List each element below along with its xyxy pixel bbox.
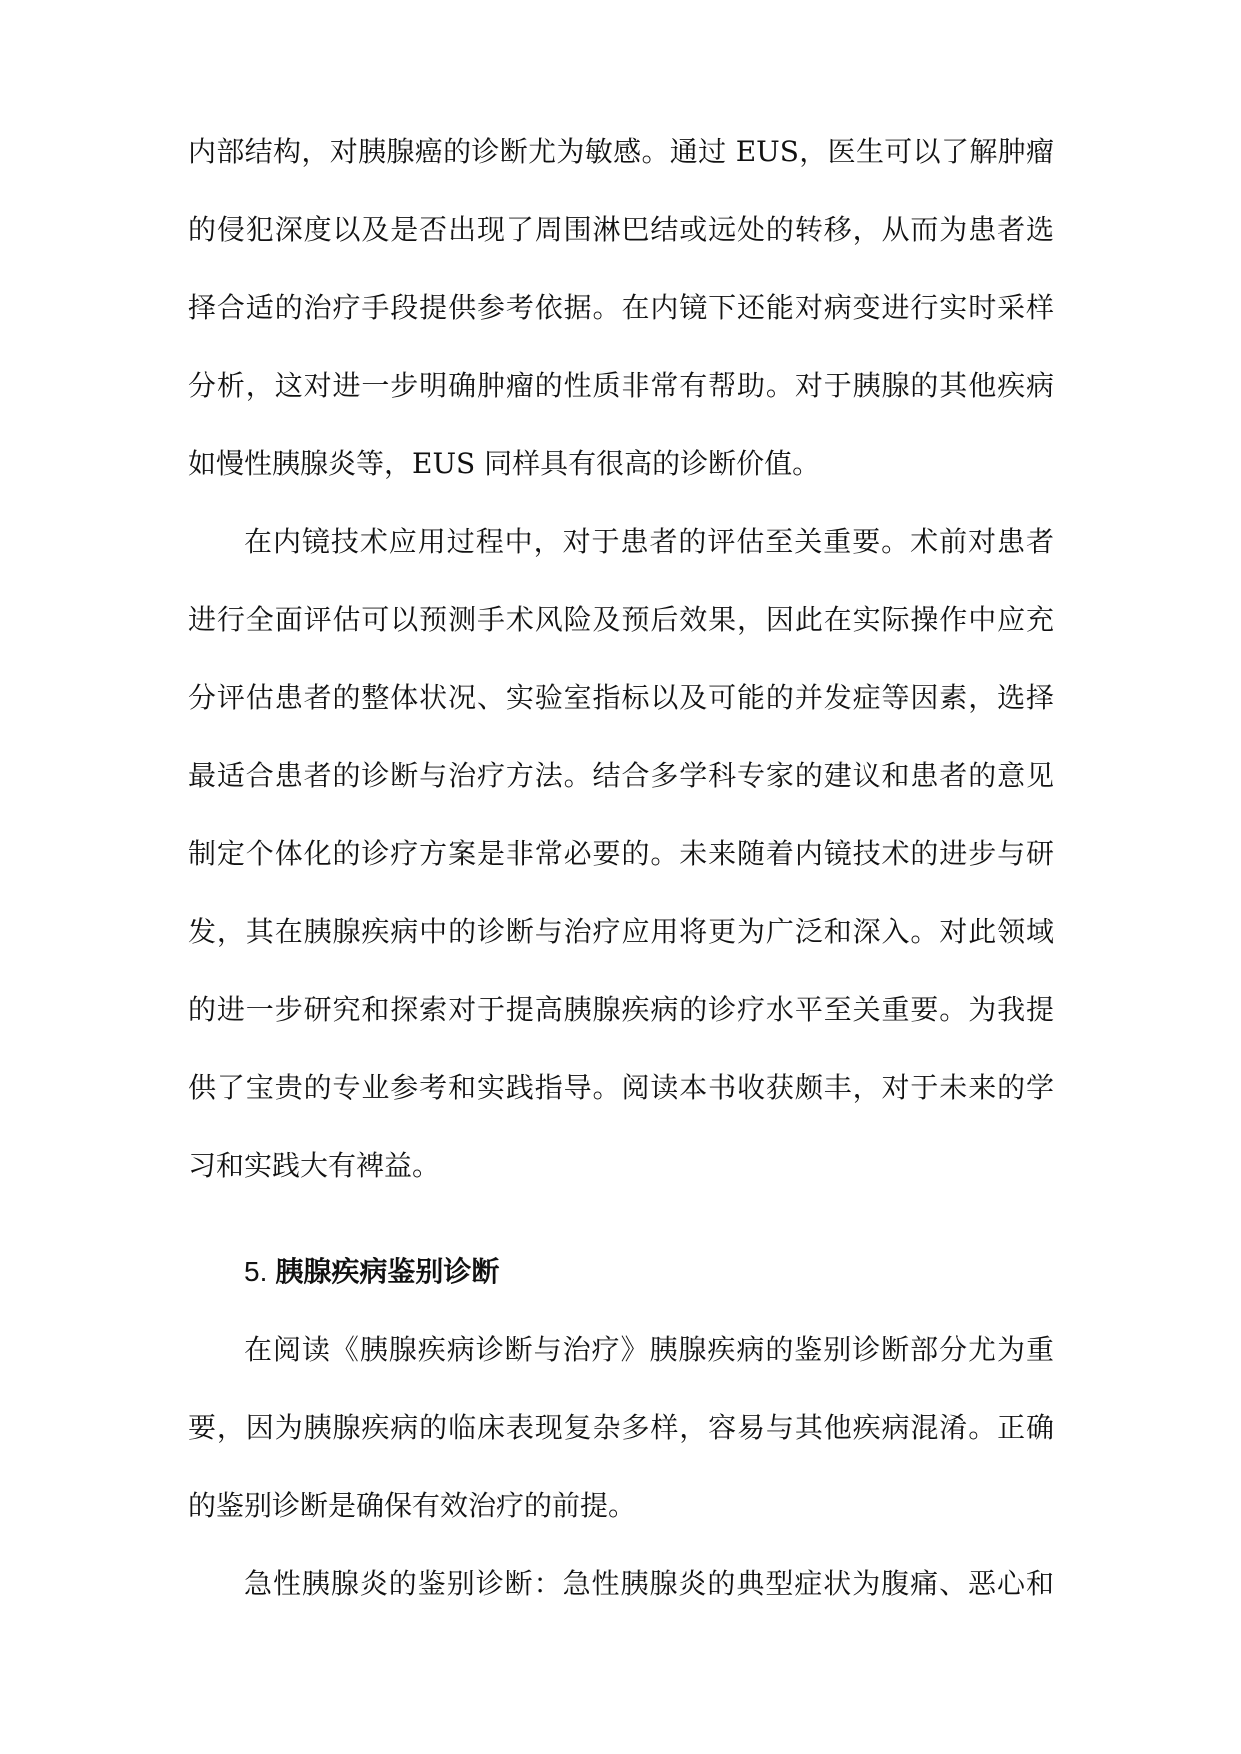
paragraph-2-line-2: 进行全面评估可以预测手术风险及预后效果，因此在实际操作中应充 (188, 603, 1054, 636)
paragraph-1-line-2: 的侵犯深度以及是否出现了周围淋巴结或远处的转移，从而为患者选 (188, 213, 1054, 246)
section-title: 胰腺疾病鉴别诊断 (275, 1255, 500, 1288)
paragraph-1-line-4: 分析，这对进一步明确肿瘤的性质非常有帮助。对于胰腺的其他疾病 (188, 369, 1054, 402)
section-paragraph-2-line-1: 急性胰腺炎的鉴别诊断：急性胰腺炎的典型症状为腹痛、恶心和 (244, 1567, 1054, 1600)
paragraph-2-line-6: 发，其在胰腺疾病中的诊断与治疗应用将更为广泛和深入。对此领域 (188, 915, 1054, 948)
paragraph-2-line-9: 习和实践大有裨益。 (188, 1149, 441, 1182)
paragraph-2-line-7: 的进一步研究和探索对于提高胰腺疾病的诊疗水平至关重要。为我提 (188, 993, 1054, 1026)
paragraph-2-line-5: 制定个体化的诊疗方案是非常必要的。未来随着内镜技术的进步与研 (188, 837, 1054, 870)
section-paragraph-1-line-2: 要，因为胰腺疾病的临床表现复杂多样，容易与其他疾病混淆。正确 (188, 1411, 1054, 1444)
paragraph-1-line-1: 内部结构，对胰腺癌的诊断尤为敏感。通过 EUS，医生可以了解肿瘤 (188, 135, 1054, 168)
paragraph-2-line-4: 最适合患者的诊断与治疗方法。结合多学科专家的建议和患者的意见 (188, 759, 1054, 792)
paragraph-1-line-5: 如慢性胰腺炎等，EUS 同样具有很高的诊断价值。 (188, 447, 821, 480)
section-number: 5. (244, 1256, 268, 1287)
paragraph-1-line-3: 择合适的治疗手段提供参考依据。在内镜下还能对病变进行实时采样 (188, 291, 1054, 324)
paragraph-2-line-1: 在内镜技术应用过程中，对于患者的评估至关重要。术前对患者 (244, 525, 1054, 558)
section-heading (244, 1252, 499, 1292)
section-paragraph-1-line-3: 的鉴别诊断是确保有效治疗的前提。 (188, 1489, 637, 1522)
paragraph-2-line-8: 供了宝贵的专业参考和实践指导。阅读本书收获颇丰，对于未来的学 (188, 1071, 1054, 1104)
section-paragraph-1-line-1: 在阅读《胰腺疾病诊断与治疗》胰腺疾病的鉴别诊断部分尤为重 (244, 1333, 1054, 1366)
paragraph-2-line-3: 分评估患者的整体状况、实验室指标以及可能的并发症等因素，选择 (188, 681, 1054, 714)
